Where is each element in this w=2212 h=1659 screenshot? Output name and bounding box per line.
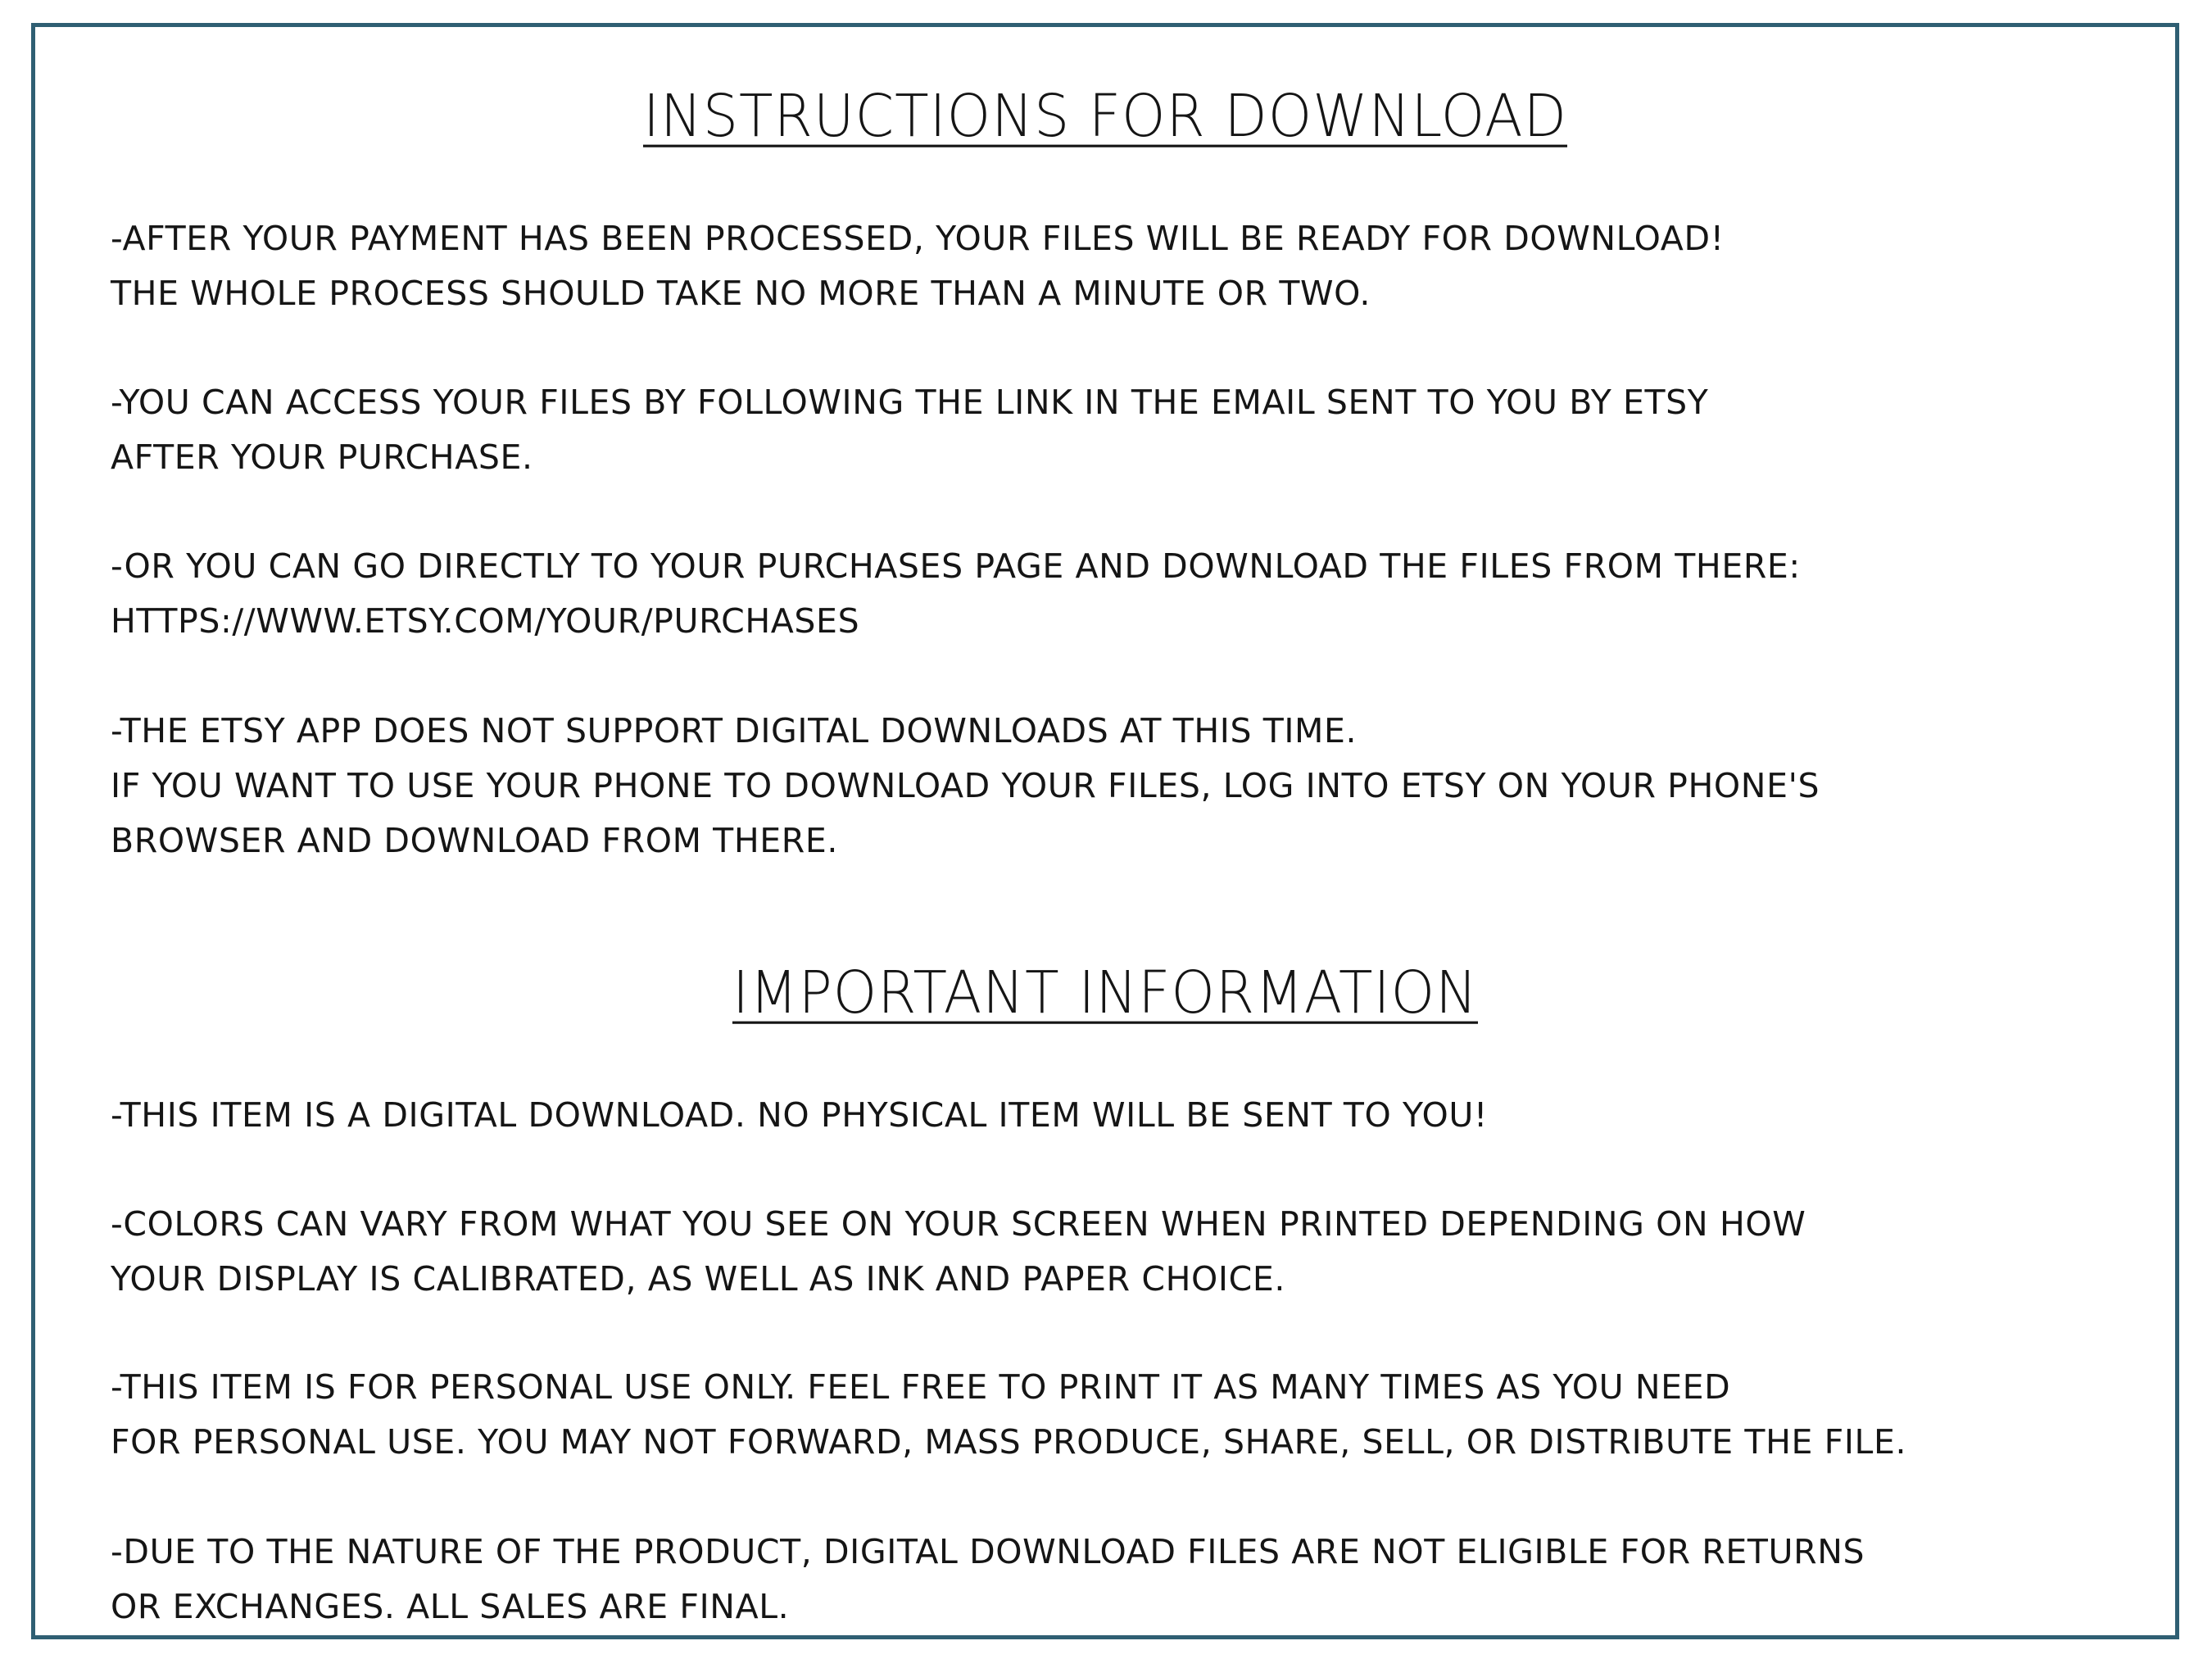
important-paragraph-4 bbox=[111, 1525, 2134, 1634]
paragraph-line: AFTER YOUR PURCHASE. bbox=[111, 437, 533, 477]
paragraph-line: BROWSER AND DOWNLOAD FROM THERE. bbox=[111, 821, 838, 860]
document-frame bbox=[31, 23, 2179, 1639]
instructions-paragraph-3 bbox=[111, 539, 2134, 649]
paragraph-line: -OR YOU CAN GO DIRECTLY TO YOUR PURCHASES PAGE AND DOWNLOAD THE FILES FROM THERE: bbox=[111, 546, 1801, 586]
paragraph-line: -AFTER YOUR PAYMENT HAS BEEN PROCESSED, YOUR FILES WILL BE READY FOR DOWNLOAD! bbox=[111, 219, 1725, 258]
paragraph-line: -THIS ITEM IS A DIGITAL DOWNLOAD. NO PHYSICAL ITEM WILL BE SENT TO YOU! bbox=[111, 1095, 1488, 1135]
instructions-paragraph-2 bbox=[111, 375, 2134, 485]
important-paragraph-3 bbox=[111, 1360, 2134, 1470]
instructions-paragraph-4 bbox=[111, 704, 2134, 868]
paragraph-line: OR EXCHANGES. ALL SALES ARE FINAL. bbox=[111, 1587, 790, 1626]
paragraph-line: -DUE TO THE NATURE OF THE PRODUCT, DIGITAL DOWNLOAD FILES ARE NOT ELIGIBLE FOR RETURNS bbox=[111, 1532, 1865, 1571]
paragraph-line: THE WHOLE PROCESS SHOULD TAKE NO MORE THAN A MINUTE OR TWO. bbox=[111, 274, 1371, 313]
paragraph-line: -THE ETSY APP DOES NOT SUPPORT DIGITAL DOWNLOADS AT THIS TIME. bbox=[111, 711, 1358, 750]
paragraph-line: -THIS ITEM IS FOR PERSONAL USE ONLY. FEEL FREE TO PRINT IT AS MANY TIMES AS YOU NEED bbox=[111, 1367, 1731, 1407]
instructions-title-text: INSTRUCTIONS FOR DOWNLOAD bbox=[642, 83, 1568, 151]
paragraph-line: YOUR DISPLAY IS CALIBRATED, AS WELL AS INK AND PAPER CHOICE. bbox=[111, 1259, 1285, 1299]
important-title-text: IMPORTANT INFORMATION bbox=[732, 959, 1479, 1027]
important-paragraph-1 bbox=[111, 1088, 2134, 1143]
important-title bbox=[35, 961, 2175, 1027]
instructions-title bbox=[35, 84, 2175, 150]
paragraph-line: -COLORS CAN VARY FROM WHAT YOU SEE ON YOUR SCREEN WHEN PRINTED DEPENDING ON HOW bbox=[111, 1204, 1806, 1244]
purchases-url: HTTPS://WWW.ETSY.COM/YOUR/PURCHASES bbox=[111, 601, 860, 641]
paragraph-line: -YOU CAN ACCESS YOUR FILES BY FOLLOWING THE LINK IN THE EMAIL SENT TO YOU BY ETSY bbox=[111, 383, 1709, 422]
paragraph-line: IF YOU WANT TO USE YOUR PHONE TO DOWNLOAD YOUR FILES, LOG INTO ETSY ON YOUR PHONE'S bbox=[111, 766, 1820, 805]
important-paragraph-2 bbox=[111, 1197, 2134, 1307]
instructions-paragraph-1 bbox=[111, 211, 2134, 321]
paragraph-line: FOR PERSONAL USE. YOU MAY NOT FORWARD, MASS PRODUCE, SHARE, SELL, OR DISTRIBUTE THE FILE. bbox=[111, 1422, 1907, 1462]
